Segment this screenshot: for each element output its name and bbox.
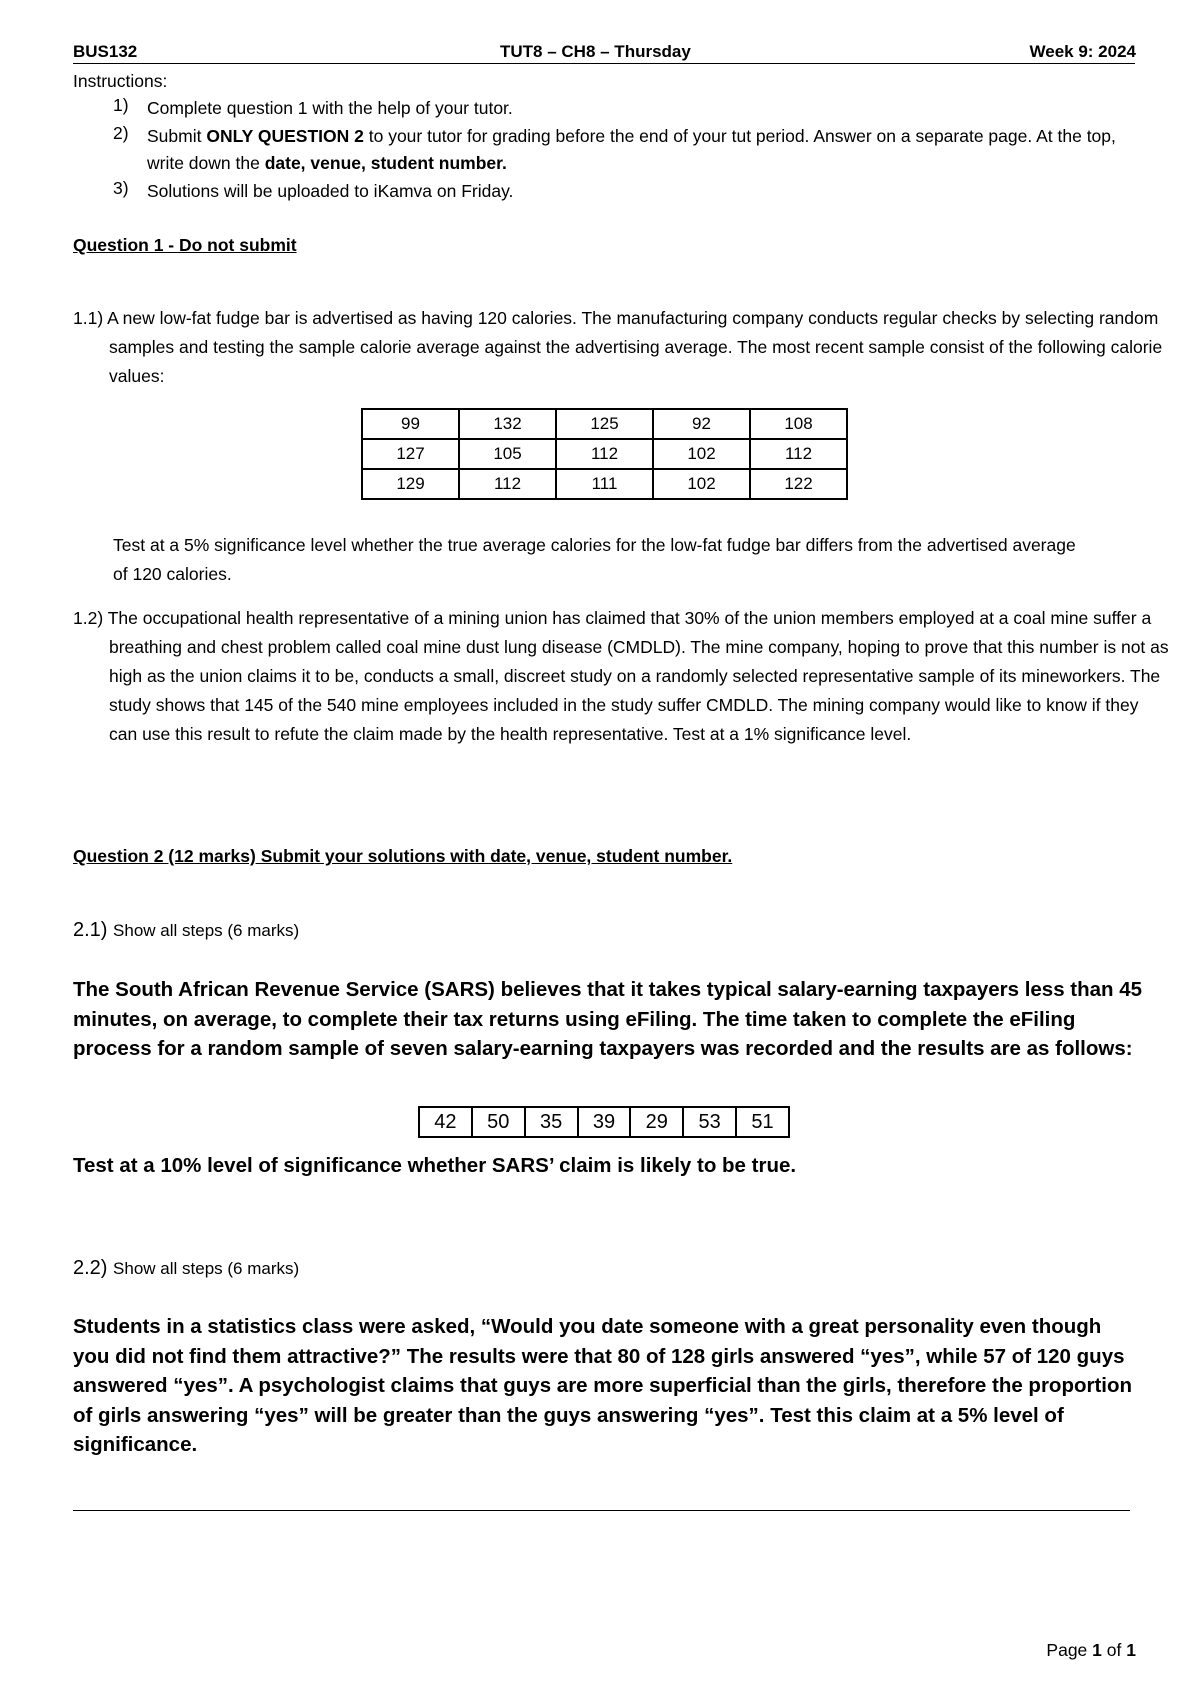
instruction-number: 1) (113, 95, 129, 115)
bottom-rule (73, 1510, 1130, 1511)
table-row (362, 439, 847, 469)
of-word: of (1106, 1640, 1122, 1660)
table-cell: 127 (362, 439, 459, 469)
table-cell: 111 (556, 469, 653, 499)
calorie-values-table (361, 408, 848, 500)
table-cell: 29 (630, 1107, 683, 1137)
table-row (362, 409, 847, 439)
table-cell: 102 (653, 469, 750, 499)
header-rule (73, 63, 1135, 64)
table-cell: 129 (362, 469, 459, 499)
time-values-table (418, 1106, 790, 1138)
question-1-1-test: Test at a 5% significance level whether the true average calories for the low-fat fudge bar differs from the advertised average of 120 calories. (113, 535, 1076, 584)
question-2-1-test: Test at a 10% level of significance whether SARS’ claim is likely to be true. (73, 1154, 797, 1177)
question-1-1 (73, 304, 1169, 391)
instruction-number: 3) (113, 178, 129, 198)
question-2-heading: Question 2 (12 marks) Submit your solutions with date, venue, student number. (73, 846, 733, 866)
instruction-text: Complete question 1 with the help of your tutor. (147, 98, 513, 118)
instruction-text: Solutions will be uploaded to iKamva on Friday. (147, 181, 514, 201)
table-cell: 108 (750, 409, 847, 439)
question-text: A new low-fat fudge bar is advertised as having 120 calories. The manufacturing company conducts regular checks by selecting random samples and testing the sample calorie average against the advertising average. The most recent sample consist of the following calorie values: (107, 308, 1163, 386)
question-1-2 (73, 604, 1169, 749)
question-1-heading: Question 1 - Do not submit (73, 235, 297, 255)
table-cell: 125 (556, 409, 653, 439)
page-total: 1 (1126, 1640, 1136, 1660)
question-2-2-label-row (73, 1257, 299, 1280)
table-cell: 92 (653, 409, 750, 439)
table-cell: 132 (459, 409, 556, 439)
question-2-1-label-row (73, 919, 299, 942)
document-title: TUT8 – CH8 – Thursday (500, 42, 691, 61)
instruction-number: 2) (113, 123, 129, 143)
page-word: Page (1046, 1640, 1088, 1660)
table-cell: 112 (556, 439, 653, 469)
question-2-2-text: Students in a statistics class were asked, “Would you date someone with a great personality even though you did not find them attractive?” The results were that 80 of 128 girls answered “yes”, while 57 of 120 guys answered “yes”. A psychologist claims that guys are more superficial than the girls, therefore the proportion of girls answering “yes” will be greater than the guys answering “yes”. Test this claim at a 5% level of significance. (73, 1315, 1133, 1456)
table-cell: 39 (578, 1107, 631, 1137)
instructions-heading: Instructions: (73, 71, 168, 91)
table-cell: 35 (525, 1107, 578, 1137)
table-cell: 122 (750, 469, 847, 499)
marks-note: Show all steps (6 marks) (113, 1259, 300, 1278)
table-cell: 99 (362, 409, 459, 439)
page-footer (1046, 1640, 1136, 1661)
question-label: 2.2) (73, 1257, 108, 1279)
week-label: Week 9: 2024 (1029, 42, 1136, 61)
question-label: 1.2) (73, 608, 104, 628)
table-row (362, 469, 847, 499)
table-cell: 53 (683, 1107, 736, 1137)
question-label: 1.1) (73, 308, 104, 328)
table-cell: 112 (750, 439, 847, 469)
instruction-text: Submit ONLY QUESTION 2 to your tutor for grading before the end of your tut period. Answer on a separate page. At the top, write down the date, venue, student number. (147, 126, 1116, 173)
marks-note: Show all steps (6 marks) (113, 921, 300, 940)
table-cell: 102 (653, 439, 750, 469)
page-number: 1 (1092, 1640, 1102, 1660)
question-text: The occupational health representative of a mining union has claimed that 30% of the union members employed at a coal mine suffer a breathing and chest problem called coal mine dust lung disease (CMDLD). The mine company, hoping to prove that this number is not as high as the union claims it to be, conducts a small, discreet study on a randomly selected representative sample of its mineworkers. The study shows that 145 of the 540 mine employees included in the study suffer CMDLD. The mining company would like to know if they can use this result to refute the claim made by the health representative. Test at a 1% significance level. (107, 608, 1169, 744)
question-2-1-text: The South African Revenue Service (SARS) believes that it takes typical salary-earning taxpayers less than 45 minutes, on average, to complete their tax returns using eFiling. The time taken to complete the eFiling process for a random sample of seven salary-earning taxpayers was recorded and the results are as follows: (73, 978, 1143, 1060)
table-row (419, 1107, 789, 1137)
table-cell: 105 (459, 439, 556, 469)
table-cell: 42 (419, 1107, 472, 1137)
table-cell: 50 (472, 1107, 525, 1137)
course-code: BUS132 (73, 42, 138, 61)
table-cell: 51 (736, 1107, 789, 1137)
table-cell: 112 (459, 469, 556, 499)
question-label: 2.1) (73, 919, 108, 941)
